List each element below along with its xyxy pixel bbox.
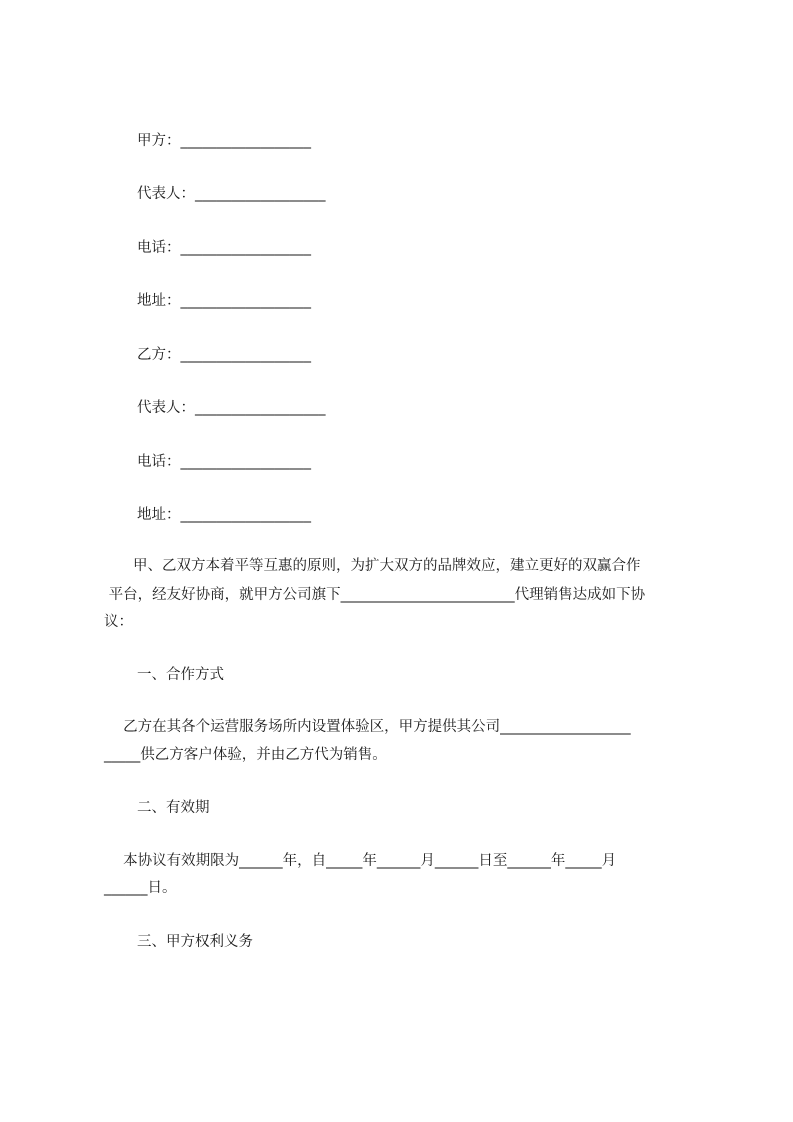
section-2-heading: 二、有效期 (137, 800, 210, 816)
party-b-phone-field: 电话：__________________ (137, 454, 311, 470)
section-1-heading: 一、合作方式 (137, 667, 224, 683)
preamble-line-2: 平台，经友好协商，就甲方公司旗下________________________代理销售达成如下协 (104, 587, 646, 603)
party-a-representative-field: 代表人：__________________ (137, 186, 326, 202)
section-1-line-2: _____供乙方客户体验，并由乙方代为销售。 (104, 747, 387, 763)
party-b-representative-field: 代表人：__________________ (137, 400, 326, 416)
party-a-address-field: 地址：__________________ (137, 293, 311, 309)
section-1-line-1: 乙方在其各个运营服务场所内设置体验区，甲方提供其公司__________________ (104, 719, 631, 735)
section-2-line-1: 本协议有效期限为______年，自_____年______月______日至______年_____月 (104, 853, 617, 869)
section-3-heading: 三、甲方权利义务 (137, 934, 253, 950)
preamble-line-3: 议： (104, 614, 133, 630)
party-b-address-field: 地址：__________________ (137, 507, 311, 523)
party-b-name-field: 乙方：__________________ (137, 347, 311, 363)
party-a-phone-field: 电话：__________________ (137, 240, 311, 256)
section-2-line-2: ______日。 (104, 880, 177, 896)
party-a-name-field: 甲方：__________________ (137, 133, 311, 149)
preamble-line-1: 甲、乙双方本着平等互惠的原则，为扩大双方的品牌效应，建立更好的双赢合作 (104, 558, 641, 574)
